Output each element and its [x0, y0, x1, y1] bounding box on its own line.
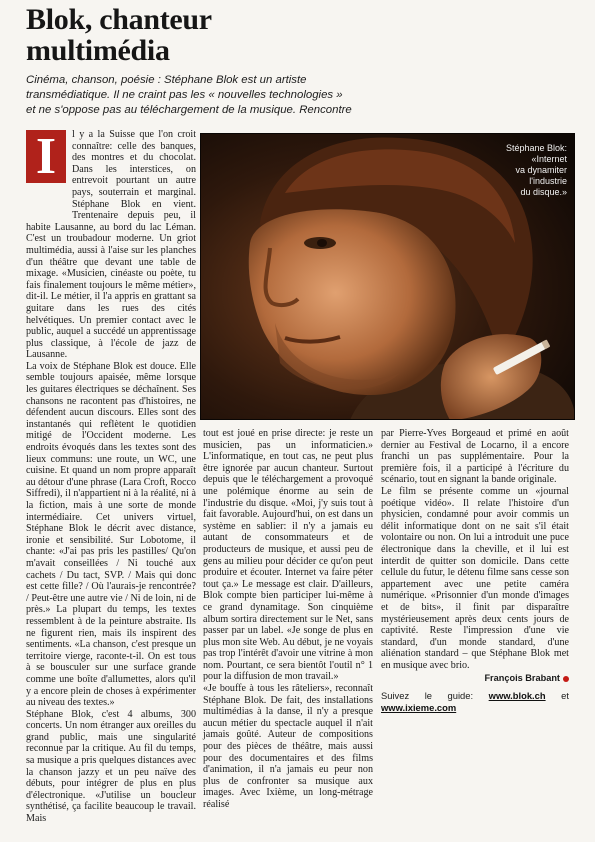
- article-column-3: [381, 428, 569, 714]
- paragraph: par Pierre-Yves Borgeaud et primé en août dernier au Festival de Locarno, il a encore franchi un pas supplémentaire. Pour la première fois, il a participé à l'écriture du scénario, tout en signant la bande originale.: [381, 428, 569, 486]
- paragraph: La voix de Stéphane Blok est douce. Elle semble toujours apaisée, même lorsque les guitares électriques se déchaînent. Ses chansons ne racontent pas d'histoires, ne défendent aucun discours. Elles sont des instantanés qui reflètent le quotidien mitigé de l'Occident moderne. Les endroits évoqués dans les textes sont des lieux communs: une route, un WC, une cuisine. Et quand un nom propre apparaît au détour d'une phrase (Lara Croft, Rocco Siffredi), il n'appartient ni à la réalité, ni à la fiction, mais à une sorte de monde intermédiaire. Cet univers virtuel, Stéphane Blok le décrit avec distance, ironie et sensibilité. Sur Lobotome, il chante: «J'ai pas pris les pastilles/ Qu'on m'avait conseillées / Ni touché aux cachets / Du tact, SVP. / Mais qui donc est cette fille? / Où l'aurais-je rencontrée? / Peut-être une autre vie / Ni de loin, ni de près.» La plupart du temps, les textes ressemblent à de la peinture abstraite. Ils ne figurent rien, mais ils inspirent des sentiments. «La chanson, c'est presque un territoire vierge, raconte-t-il. On est tous à se bousculer sur une surface grande comme une boîte d'allumettes, alors qu'il y a encore plein de choses à expérimenter au niveau des textes.»: [26, 360, 196, 709]
- article-column-2: [203, 428, 373, 811]
- headline: [26, 4, 366, 66]
- headline-line-2: multimédia: [26, 34, 170, 67]
- guide-and: et: [561, 690, 569, 702]
- guide-links: [381, 690, 569, 714]
- link-ixieme[interactable]: www.ixieme.com: [381, 702, 457, 714]
- paragraph: l y a la Suisse que l'on croit connaître: celle des banques, des montres et du chocolat. Dans les interstices, on entrevoit pourtant un autre pays, souterrain et marginal. Stéphane Blok en vient. Trentenaire depuis peu, il habite Lausanne, au bord du lac Léman. C'est un troubadour moderne. Un griot multimédia, aussi à l'aise sur les planches d'un théâtre que devant une table de mixage. «Musicien, cinéaste ou poète, tu fais finalement toujours le même métier», dit-il. Le métier, il l'a appris en grattant sa guitare dans les rues des cités helvétiques. Un premier contact avec le public, auquel a succédé un apprentissage plus classique, à l'école de jazz de Lausanne.: [26, 129, 196, 361]
- author-signature: [381, 673, 569, 685]
- caption-line: du disque.»: [520, 187, 567, 197]
- caption-line: «Internet: [531, 154, 567, 164]
- author-name: François Brabant: [484, 673, 560, 684]
- paragraph: tout est joué en prise directe: je reste un musicien, pas un informaticien.» L'informatique, en tout cas, ne peut plus être ignorée par aucun chanteur. Surtout depuis que le téléchargement a provoqué une polémique énorme au sein de l'industrie du disque. «Moi, j'y suis tout à fait favorable. Aujourd'hui, on est dans un système en sablier: il n'y a jamais eu autant de consommateurs et de producteurs de musique, et aussi peu de gens au milieu pour décider ce qu'on peut produire et écouter. Internet va faire péter tout ça.» Le message est clair. D'ailleurs, Blok compte bien participer lui-même à ce grand dynamitage. Son cinquième album sortira directement sur le Net, sans passer par un label. «Je songe de plus en plus mon site Web. Au début, je ne voyais pas trop l'intérêt d'avoir une vitrine à mon nom. Pourtant, ce sera bientôt l'outil n° 1 pour la diffusion de mon travail.»: [203, 428, 373, 683]
- lead-line-2: transmédiatique. Il ne craint pas les « nouvelles technologies »: [26, 89, 343, 101]
- photo-caption: [471, 143, 567, 198]
- paragraph: Stéphane Blok, c'est 4 albums, 300 concerts. Un nom étranger aux oreilles du grand public, mais une singularité reconnue par la critique. Au fil du temps, sa musique a pris quelques distances avec la chanson jazzy et un peu naïve des débuts, pour intégrer de plus en plus d'électronique. «J'utilise un boucleur synthétisé, ça facilite beaucoup le travail. Mais: [26, 708, 196, 825]
- lead-line-1: Cinéma, chanson, poésie : Stéphane Blok est un artiste: [26, 74, 307, 86]
- end-mark-icon: [563, 676, 569, 682]
- lead-paragraph: [26, 73, 571, 118]
- caption-line: l'industrie: [529, 176, 567, 186]
- lead-line-3: et ne s'oppose pas au téléchargement de la musique. Rencontre: [26, 104, 352, 116]
- headline-line-1: Blok, chanteur: [26, 3, 212, 36]
- guide-label: Suivez le guide:: [381, 690, 474, 702]
- drop-cap-spacer: [26, 183, 66, 211]
- paragraph: Le film se présente comme un «journal poétique vidéo». Il relate l'histoire d'un physicien, condamné pour avoir commis un délit informatique dont on ne sait s'il était volontaire ou non. On lui a introduit une puce électronique dans la cheville, et il lui est interdit de quitter son domicile. Dans cette cellule du futur, le détenu filme sans cesse son appartement avec une petite caméra numérique. «Prisonnier d'un monde d'images et de bits», il finit par disparaître mystérieusement après deux cents jours de captivité. Reste l'impression d'une vie standard, d'un monde standard, d'une aliénation standard – que Stéphane Blok met en musique avec brio.: [381, 485, 569, 671]
- portrait-photo: [200, 133, 575, 420]
- paragraph: «Je bouffe à tous les râteliers», reconnaît Stéphane Blok. De fait, des installations multimédias à la danse, il n'y a presque aucun métier du spectacle auquel il n'ait jamais goûté. Auteur de compositions pour des pièces de théâtre, mais aussi pour des documentaires et des films d'animation, il n'a jamais eu peur non plus de confronter sa musique aux images. Avec Ixième, un long-métrage réalisé: [203, 683, 373, 810]
- link-blok[interactable]: www.blok.ch: [488, 690, 546, 702]
- caption-line: va dynamiter: [515, 165, 567, 175]
- drop-cap: I: [26, 130, 66, 183]
- caption-name: Stéphane Blok:: [505, 143, 567, 153]
- article-column-1: [26, 129, 196, 825]
